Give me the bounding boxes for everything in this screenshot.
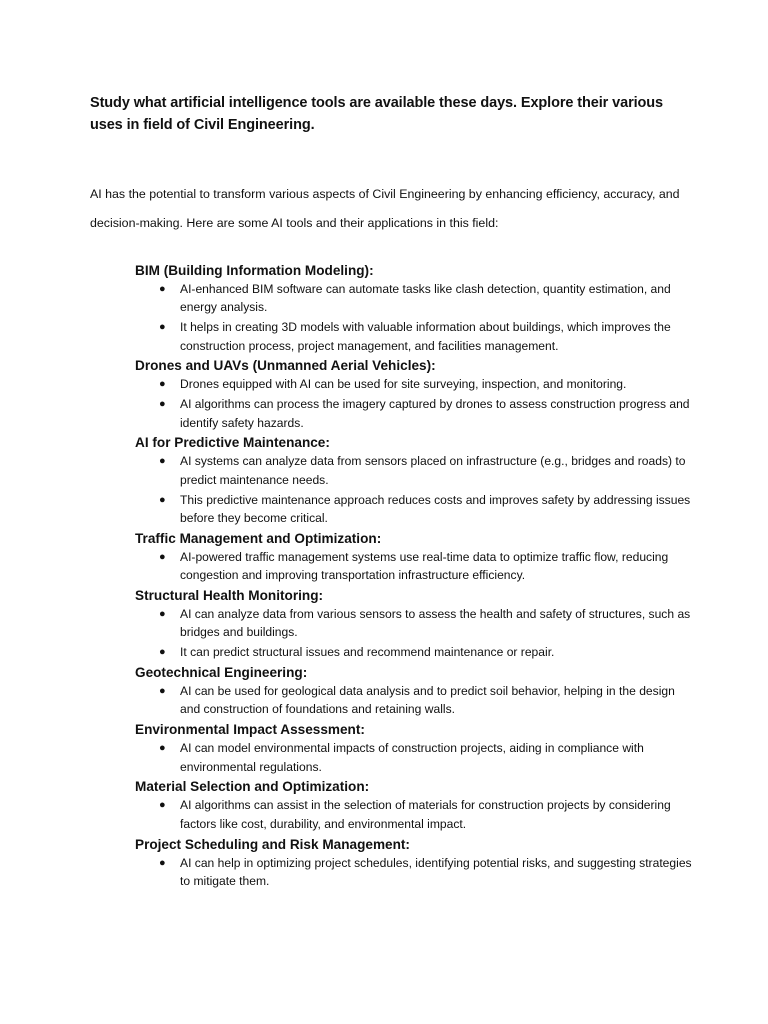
list-item: [135, 548, 695, 585]
topic-title: BIM (Building Information Modeling):: [135, 263, 374, 278]
topic-title: Geotechnical Engineering:: [135, 665, 308, 681]
topic-title: Material Selection and Optimization:: [135, 779, 370, 795]
list-item: [135, 280, 695, 317]
bullet-icon: ●: [159, 799, 166, 812]
list-item: [135, 491, 695, 528]
bullet-icon: ●: [159, 283, 166, 295]
bullet-icon: ●: [159, 856, 166, 869]
list-item-text: AI can be used for geological data analysis and to predict soil behavior, helping in the design and construction of foundations and retaining walls.: [180, 684, 675, 717]
topic-title: Environmental Impact Assessment:: [135, 722, 365, 738]
list-item-text: AI algorithms can assist in the selection of materials for construction projects by considering factors like cost, durability, and environmental impact.: [180, 798, 671, 831]
topic-title: Drones and UAVs (Unmanned Aerial Vehicles):: [135, 358, 436, 374]
list-item: [135, 643, 695, 661]
bullet-icon: ●: [159, 321, 166, 334]
list-item: [135, 682, 695, 719]
intro-paragraph: AI has the potential to transform various aspects of Civil Engineering by enhancing efficiency, accuracy, and decision-making. Here are some AI tools and their applications in this field:: [90, 187, 680, 230]
bullet-icon: ●: [159, 493, 166, 506]
bullet-icon: ●: [159, 608, 166, 621]
bullet-list: [135, 739, 695, 776]
list-item: [135, 395, 695, 432]
list-item-text: It helps in creating 3D models with valuable information about buildings, which improves the construction process, project management, and facilities management.: [180, 320, 671, 353]
bullet-icon: ●: [159, 398, 166, 411]
list-item-text: AI-enhanced BIM software can automate tasks like clash detection, quantity estimation, and energy analysis.: [180, 282, 671, 315]
bullet-list: [135, 854, 695, 891]
list-item: [135, 318, 695, 355]
bullet-icon: ●: [159, 455, 166, 468]
list-item-text: AI can model environmental impacts of construction projects, aiding in compliance with environmental regulations.: [180, 741, 644, 774]
list-item: [135, 452, 695, 489]
bullet-icon: ●: [159, 550, 166, 563]
bullet-list: [135, 548, 695, 585]
bullet-list: [135, 796, 695, 833]
list-item: [135, 796, 695, 833]
list-item-text: AI systems can analyze data from sensors placed on infrastructure (e.g., bridges and roads) to predict maintenance needs.: [180, 454, 686, 487]
bullet-icon: ●: [159, 378, 166, 391]
question-heading: Study what artificial intelligence tools are available these days. Explore their various uses in field of Civil Engineering.: [90, 95, 664, 133]
list-item-text: This predictive maintenance approach reduces costs and improves safety by addressing issues before they become critical.: [180, 492, 691, 526]
bullet-icon: ●: [159, 742, 166, 755]
topic-title: Structural Health Monitoring:: [135, 588, 324, 604]
bullet-list: [135, 375, 695, 432]
bullet-icon: ●: [159, 646, 166, 659]
list-item: [135, 854, 695, 891]
topic-list: [135, 261, 695, 892]
list-item: [135, 375, 695, 393]
list-item-text: AI can analyze data from various sensors to assess the health and safety of structures, such as bridges and buildings.: [180, 607, 691, 640]
bullet-list: [135, 682, 695, 719]
bullet-list: [135, 280, 695, 355]
list-item-text: Drones equipped with AI can be used for site surveying, inspection, and monitoring.: [180, 377, 627, 392]
topic-title: Project Scheduling and Risk Management:: [135, 836, 410, 852]
bullet-list: [135, 452, 695, 527]
bullet-list: [135, 605, 695, 662]
list-item: [135, 605, 695, 642]
list-item: [135, 739, 695, 776]
list-item-text: AI algorithms can process the imagery captured by drones to assess construction progress and identify safety hazards.: [180, 397, 690, 430]
list-item-text: AI can help in optimizing project schedules, identifying potential risks, and suggesting strategies to mitigate them.: [180, 855, 692, 889]
topic-title: AI for Predictive Maintenance:: [135, 435, 330, 451]
list-item-text: It can predict structural issues and recommend maintenance or repair.: [180, 645, 555, 660]
bullet-icon: ●: [159, 685, 166, 698]
topic-title: Traffic Management and Optimization:: [135, 530, 382, 546]
list-item-text: AI-powered traffic management systems use real-time data to optimize traffic flow, reducing congestion and improving transportation infrastructure efficiency.: [180, 549, 669, 583]
